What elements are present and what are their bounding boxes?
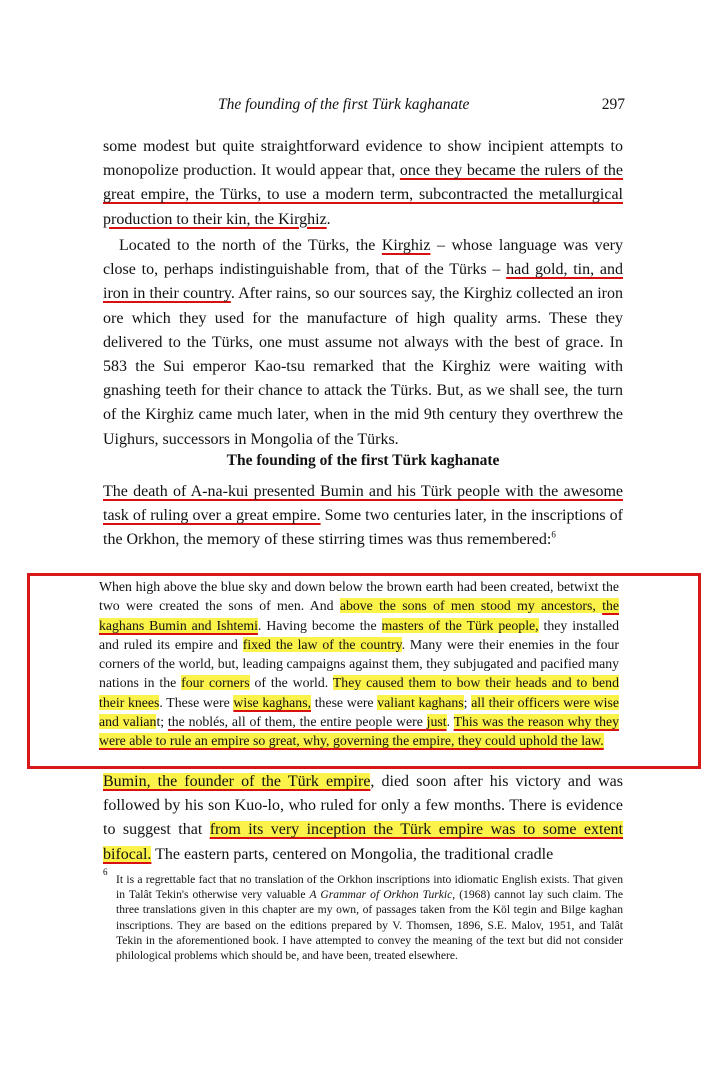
highlighted-underlined-text: Bumin, the founder of the Türk empire: [103, 773, 371, 790]
running-title: The founding of the first Türk kaghanate: [218, 96, 470, 113]
highlighted-text: above the sons of men stood my ancestors,: [339, 598, 603, 614]
footnote: 6 It is a regrettable fact that no translation of the Orkhon inscriptions into idiomatic English exists. That given in Talât Tekin's otherwise very valuable A Grammar of Orkhon Turkic, (1968) cannot lay such claim. The three translations given in this chapter are my own, of passages taken from the Köl tegin and Bilge kaghan inscriptions. They are based on the editions prepared by V. Thomsen, 1896, S.E. Malov, 1951, and Talât Tekin in the aforementioned book. I have attempted to convey the meaning of the text but did not consider philological problems which should be, and have been, treated elsewhere.: [103, 867, 623, 963]
paragraph-4: Bumin, the founder of the Türk empire, died soon after his victory and was followed by his son Kuo-lo, who ruled for only a few months. There is evidence to suggest that from its very inception the Türk empire was to some extent bifocal. The eastern parts, centered on Mongolia, the traditional cradle: [103, 773, 623, 863]
paragraph-1: some modest but quite straightforward evidence to show incipient attempts to monopolize production. It would appear that, once they became the rulers of the great empire, the Türks, to use a modern term, subcontracted the metallurgical production to their kin, the Kirghiz.: [103, 138, 624, 228]
highlighted-text: all their officers were wise and valian: [99, 694, 619, 730]
highlighted-text: masters of the Türk people,: [381, 617, 539, 633]
underlined-text: once they became the rulers of the great empire, the Türks, to use a modern term, subcontracted the metallurgical production to their kin, the Kirghiz: [103, 162, 624, 228]
page-number: 297: [601, 96, 625, 113]
highlighted-underlined-text: just: [426, 714, 447, 730]
highlighted-underlined-text: the kaghans Bumin and Ishtemi: [99, 598, 619, 633]
page-header: [103, 96, 625, 118]
section-heading: The founding of the first Türk kaghanate: [226, 452, 500, 469]
highlighted-underlined-text: wise kaghans,: [233, 694, 312, 710]
underlined-text: had gold, tin, and iron in their country: [103, 261, 623, 303]
paragraph-2: Located to the north of the Türks, the Kirghiz – whose language was very close to, perhaps indistinguishable from, that of the Türks – had gold, tin, and iron in their country. After rains, so our sources say, the Kirghiz collected an iron ore which they used for the manufacture of high quality arms. These they delivered to the Türks, one must assume not always with the best of grace. In 583 the Sui emperor Kao-tsu remarked that the Kirghiz were waiting with gnashing teeth for their chance to attack the Türks. But, as we shall see, the turn of the Kirghiz came much later, when in the mid 9th century they overthrew the Uighurs, successors in Mongolia of the Türks.: [103, 237, 624, 448]
highlighted-underlined-text: from its very inception the Türk empire was to some extent bifocal.: [103, 821, 623, 863]
paragraph-3: The death of A-na-kui presented Bumin and his Türk people with the awesome task of ruling over a great empire. Some two centuries later, in the inscriptions of the Orkhon, the memory of these stirring times was thus remembered:$^6$: [103, 483, 624, 549]
highlighted-text: valiant kaghans: [377, 694, 464, 710]
block-quote: When high above the blue sky and down below the brown earth had been created, betwixt the two were created the sons of men. And above the sons of men stood my ancestors, the kaghans Bumin and Ishtemi. Having become the masters of the Türk people, they installed and ruled its empire and fixed the law of the country. Many were their enemies in the four corners of the world, but, leading campaigns against them, they subjugated and pacified many nations in the four corners of the world. They caused them to bow their heads and to bend their knees. These were wise kaghans, these were valiant kaghans; all their officers were wise and valiant; the noblés, all of them, the entire people were just. This was the reason why they were able to rule an empire so great, why, governing the empire, they could uphold the law.: [99, 579, 620, 749]
highlighted-text: four corners: [181, 675, 250, 691]
footnote-reference[interactable]: 6: [551, 530, 556, 541]
underlined-text: Kirghiz: [381, 237, 431, 254]
highlighted-text: fixed the law of the country: [242, 636, 402, 652]
underlined-text: the noblés, all of them, the entire people were: [167, 714, 427, 730]
highlighted-text: They caused them to bow their heads and to bend their knees: [99, 675, 619, 710]
underlined-text: The death of A-na-kui presented Bumin and his Türk people with the awesome task of ruling over a great empire.: [103, 483, 623, 525]
highlighted-underlined-text: This was the reason why they were able to rule an empire so great, why, governing the empire, they could uphold the law.: [99, 714, 619, 749]
